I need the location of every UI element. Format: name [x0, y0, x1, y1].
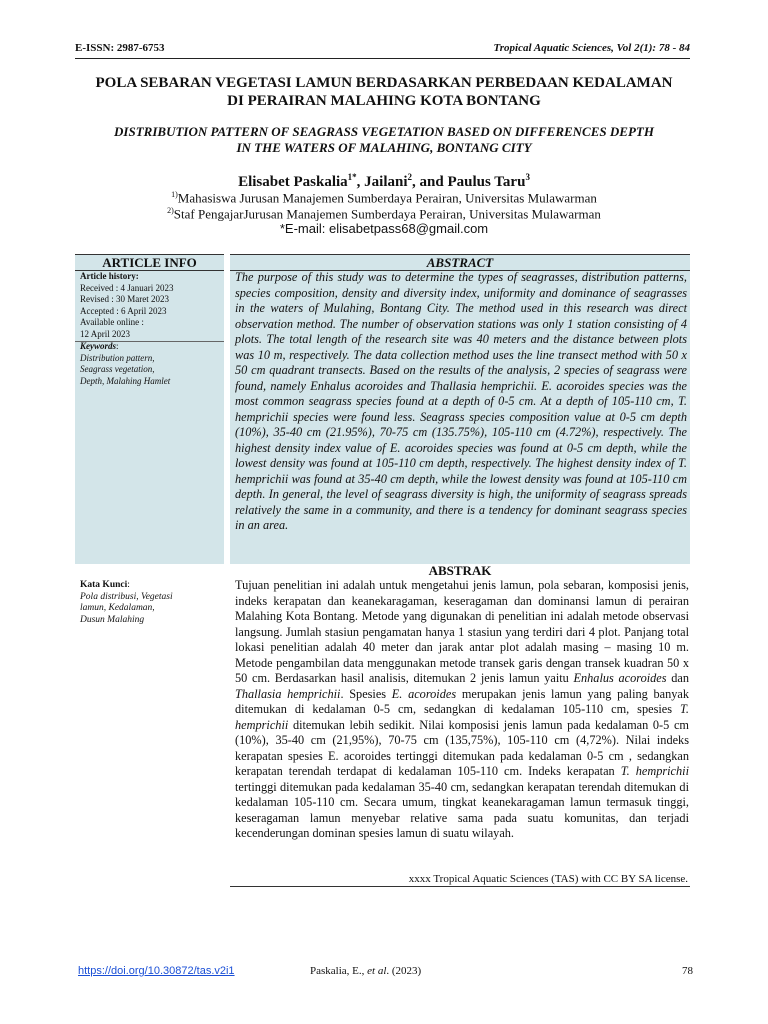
license-note: xxxx Tropical Aquatic Sciences (TAS) with CC BY SA license.: [408, 873, 688, 885]
kata-kunci-3: Dusun Malahing: [80, 614, 145, 625]
author-2: Jailani: [364, 174, 408, 190]
accepted-date: Accepted : 6 April 2023: [80, 305, 167, 316]
author-1: Elisabet Paskalia: [238, 174, 348, 190]
affiliation-2-mark: 2): [167, 206, 174, 215]
revised-date: Revised : 30 Maret 2023: [80, 294, 169, 304]
author-list: Elisabet Paskalia$^{1*}$, Jailani$^2$, and Paulus Taru$^3$: [238, 172, 530, 190]
available-date: 12 April 2023: [80, 328, 131, 339]
abstrak-part-1: Tujuan penelitian ini adalah untuk mengetahui jenis lamun, pola sebaran, komposisi jenis, indeks kerapatan dan keanekaragaman, keseragaman dan dominansi lamun di perairan Malahing Kota Bontang. Metode yang digunakan di penelitian ini adalah metode observasi langsung. Jumlah stasiun pengamatan hanya 1 stasiun yang terdiri dari 4 plot. Panjang total lokasi penelitian adalah 40 meter dan jarak antar plot adalah masing – masing 10 m. Metode pengambilan data menggunakan metode transek garis dengan transek kuadran 50 x 50 cm. Berdasarkan hasil analisis, ditemukan 2 jenis lamun yaitu: [235, 578, 689, 685]
keywords-label: Keywords: [80, 341, 116, 351]
abstrak-part-4: ditemukan lebih sedikit. Nilai komposisi jenis lamun pada kedalaman 0-5 cm (10%), 35-40 cm (21,95%), 70-75 cm (135,75%), 105-110 cm (4,72%). Nilai indeks kerapatan spesies E. acoroides tertinggi ditemukan pada kedalaman 0-5 cm , sedangkan kerapatan terendah terdapat di kedalaman 105-110 cm. Indeks kerapatan: [235, 717, 689, 778]
kata-kunci-1: Pola distribusi, Vegetasi: [80, 591, 173, 602]
received-date: Received : 4 Januari 2023: [80, 282, 174, 293]
species-t-hemprichii: T. hemprichii: [235, 702, 689, 732]
author-3-mark: 3: [525, 172, 530, 182]
kata-kunci-label: Kata Kunci: [80, 580, 128, 590]
author-3: and Paulus Taru: [419, 174, 526, 190]
journal-citation: Tropical Aquatic Sciences, Vol 2(1): 78 - 84: [493, 42, 690, 54]
available-label: Available online :: [80, 317, 144, 327]
keywords-colon: :: [116, 341, 119, 351]
abstract-heading: ABSTRACT: [230, 254, 690, 271]
keyword-2: Seagrass vegetation,: [80, 364, 155, 374]
keywords-block: [80, 341, 222, 387]
author-2-mark: 2: [407, 172, 413, 182]
species-enhalus: Enhalus acoroides: [573, 671, 667, 685]
abstrak-bottom-rule: [230, 886, 690, 887]
abstrak-part-3: merupakan jenis lamun yang paling banyak ditemukan di kedalaman 0-5 cm, sedangkan di kedalaman 105-110 cm, spesies: [235, 686, 690, 716]
affiliation-1-mark: 1): [171, 190, 178, 199]
abstrak-part-5: tertinggi ditemukan pada kedalaman 35-40 cm, sedangkan kerapatan terendah ditemukan di kedalaman 105-110 cm. Secara umum, tingkat keanekaragaman lamun termasuk tinggi, keseragaman lamun menyebar relative sama pada suatu komunitas, dan terjadi kecenderungan dominan spesies lamun di suatu wilayah.: [235, 779, 689, 840]
corresponding-email[interactable]: *E-mail: elisabetpass68@gmail.com: [279, 221, 489, 236]
article-history-label: Article history:: [80, 271, 139, 281]
abstrak-part-2: . Spesies: [340, 686, 392, 701]
affiliation-2-text: Staf PengajarJurusan Manajemen Sumberdaya Perairan, Universitas Mulawarman: [173, 206, 601, 222]
abstrak-text: [235, 578, 689, 842]
title-line-1: POLA SEBARAN VEGETASI LAMUN BERDASARKAN PERBEDAAN KEDALAMAN: [95, 75, 673, 91]
header-rule: [75, 58, 690, 59]
species-t-hemprichii-2: T. hemprichii: [620, 764, 689, 778]
keyword-3: Depth, Malahing Hamlet: [80, 375, 171, 386]
species-thallasia: Thallasia hemprichii: [235, 686, 341, 701]
title-line-2: DI PERAIRAN MALAHING KOTA BONTANG: [227, 93, 541, 109]
species-e-acoroides: E. acoroides: [391, 686, 457, 701]
footer-cite-year: . (2023): [386, 965, 422, 977]
footer-cite-etal: et al: [367, 965, 387, 977]
kata-kunci-2: lamun, Kedalaman,: [80, 603, 155, 613]
abstrak-and: dan: [666, 671, 689, 685]
kata-kunci-block: [80, 580, 222, 626]
abstrak-heading: ABSTRAK: [230, 564, 690, 578]
affiliation-1-text: Mahasiswa Jurusan Manajemen Sumberdaya Perairan, Universitas Mulawarman: [177, 190, 597, 206]
subtitle-line-1: DISTRIBUTION PATTERN OF SEAGRASS VEGETATION BASED ON DIFFERENCES DEPTH: [114, 124, 654, 139]
affiliation-2: [70, 206, 698, 222]
paper-subtitle: [70, 124, 698, 155]
kata-kunci-colon: :: [127, 580, 130, 590]
article-history: [80, 271, 222, 340]
subtitle-line-2: IN THE WATERS OF MALAHING, BONTANG CITY: [236, 139, 532, 155]
affiliation-1: [70, 190, 698, 206]
author-1-mark: 1*: [347, 172, 357, 182]
keyword-1: Distribution pattern,: [80, 352, 155, 363]
paper-title: [70, 74, 698, 110]
article-info-heading: ARTICLE INFO: [75, 254, 224, 271]
page-number: 78: [682, 965, 693, 977]
footer-cite-author: Paskalia, E.,: [310, 965, 368, 977]
abstract-text: The purpose of this study was to determine the types of seagrasses, distribution patterns, species composition, density and diversity index, uniformity and dominance of seagrasses in the waters of Mulahing, Bontang City. The method used in this research was direct observation method. The number of observation stations was only 1 station consisting of 4 plots. The total length of the research site was 40 meters and the distance between plots was 10 m, respectively. The data collection method uses the line transect method with 50 x 50 cm quadrant transects. Based on the results of the analysis, 2 species of seagrass were found, namely Enhalus acoroides and Thallasia hemprichii. E. acoroides species was the most common seagrass species found at a depth of 0-5 cm. At a depth of 105-110 cm, T. hemprichii species were found less. Seagrass species composition value at 0-5 cm depth (10%), 35-40 cm (21.95%), 70-75 cm (135.75%), 105-110 cm (4.72%), respectively. The highest density index value of E. acoroides species was found at 0-5 cm depth, while the lowest density was found at 105-110 cm depth, respectively. The highest density index of T. hemprichii was found at 35-40 cm depth, while the lowest density was found at 105-110 cm depth. In general, the level of seagrass diversity is high, the uniformity of seagrass spreads relatively the same in a community, and there is a tendency for dominant seagrass species in an area.: [235, 270, 687, 532]
issn-label: E-ISSN: 2987-6753: [75, 42, 165, 54]
footer-citation: [310, 965, 421, 977]
doi-link[interactable]: https://doi.org/10.30872/tas.v2i1: [78, 965, 235, 977]
